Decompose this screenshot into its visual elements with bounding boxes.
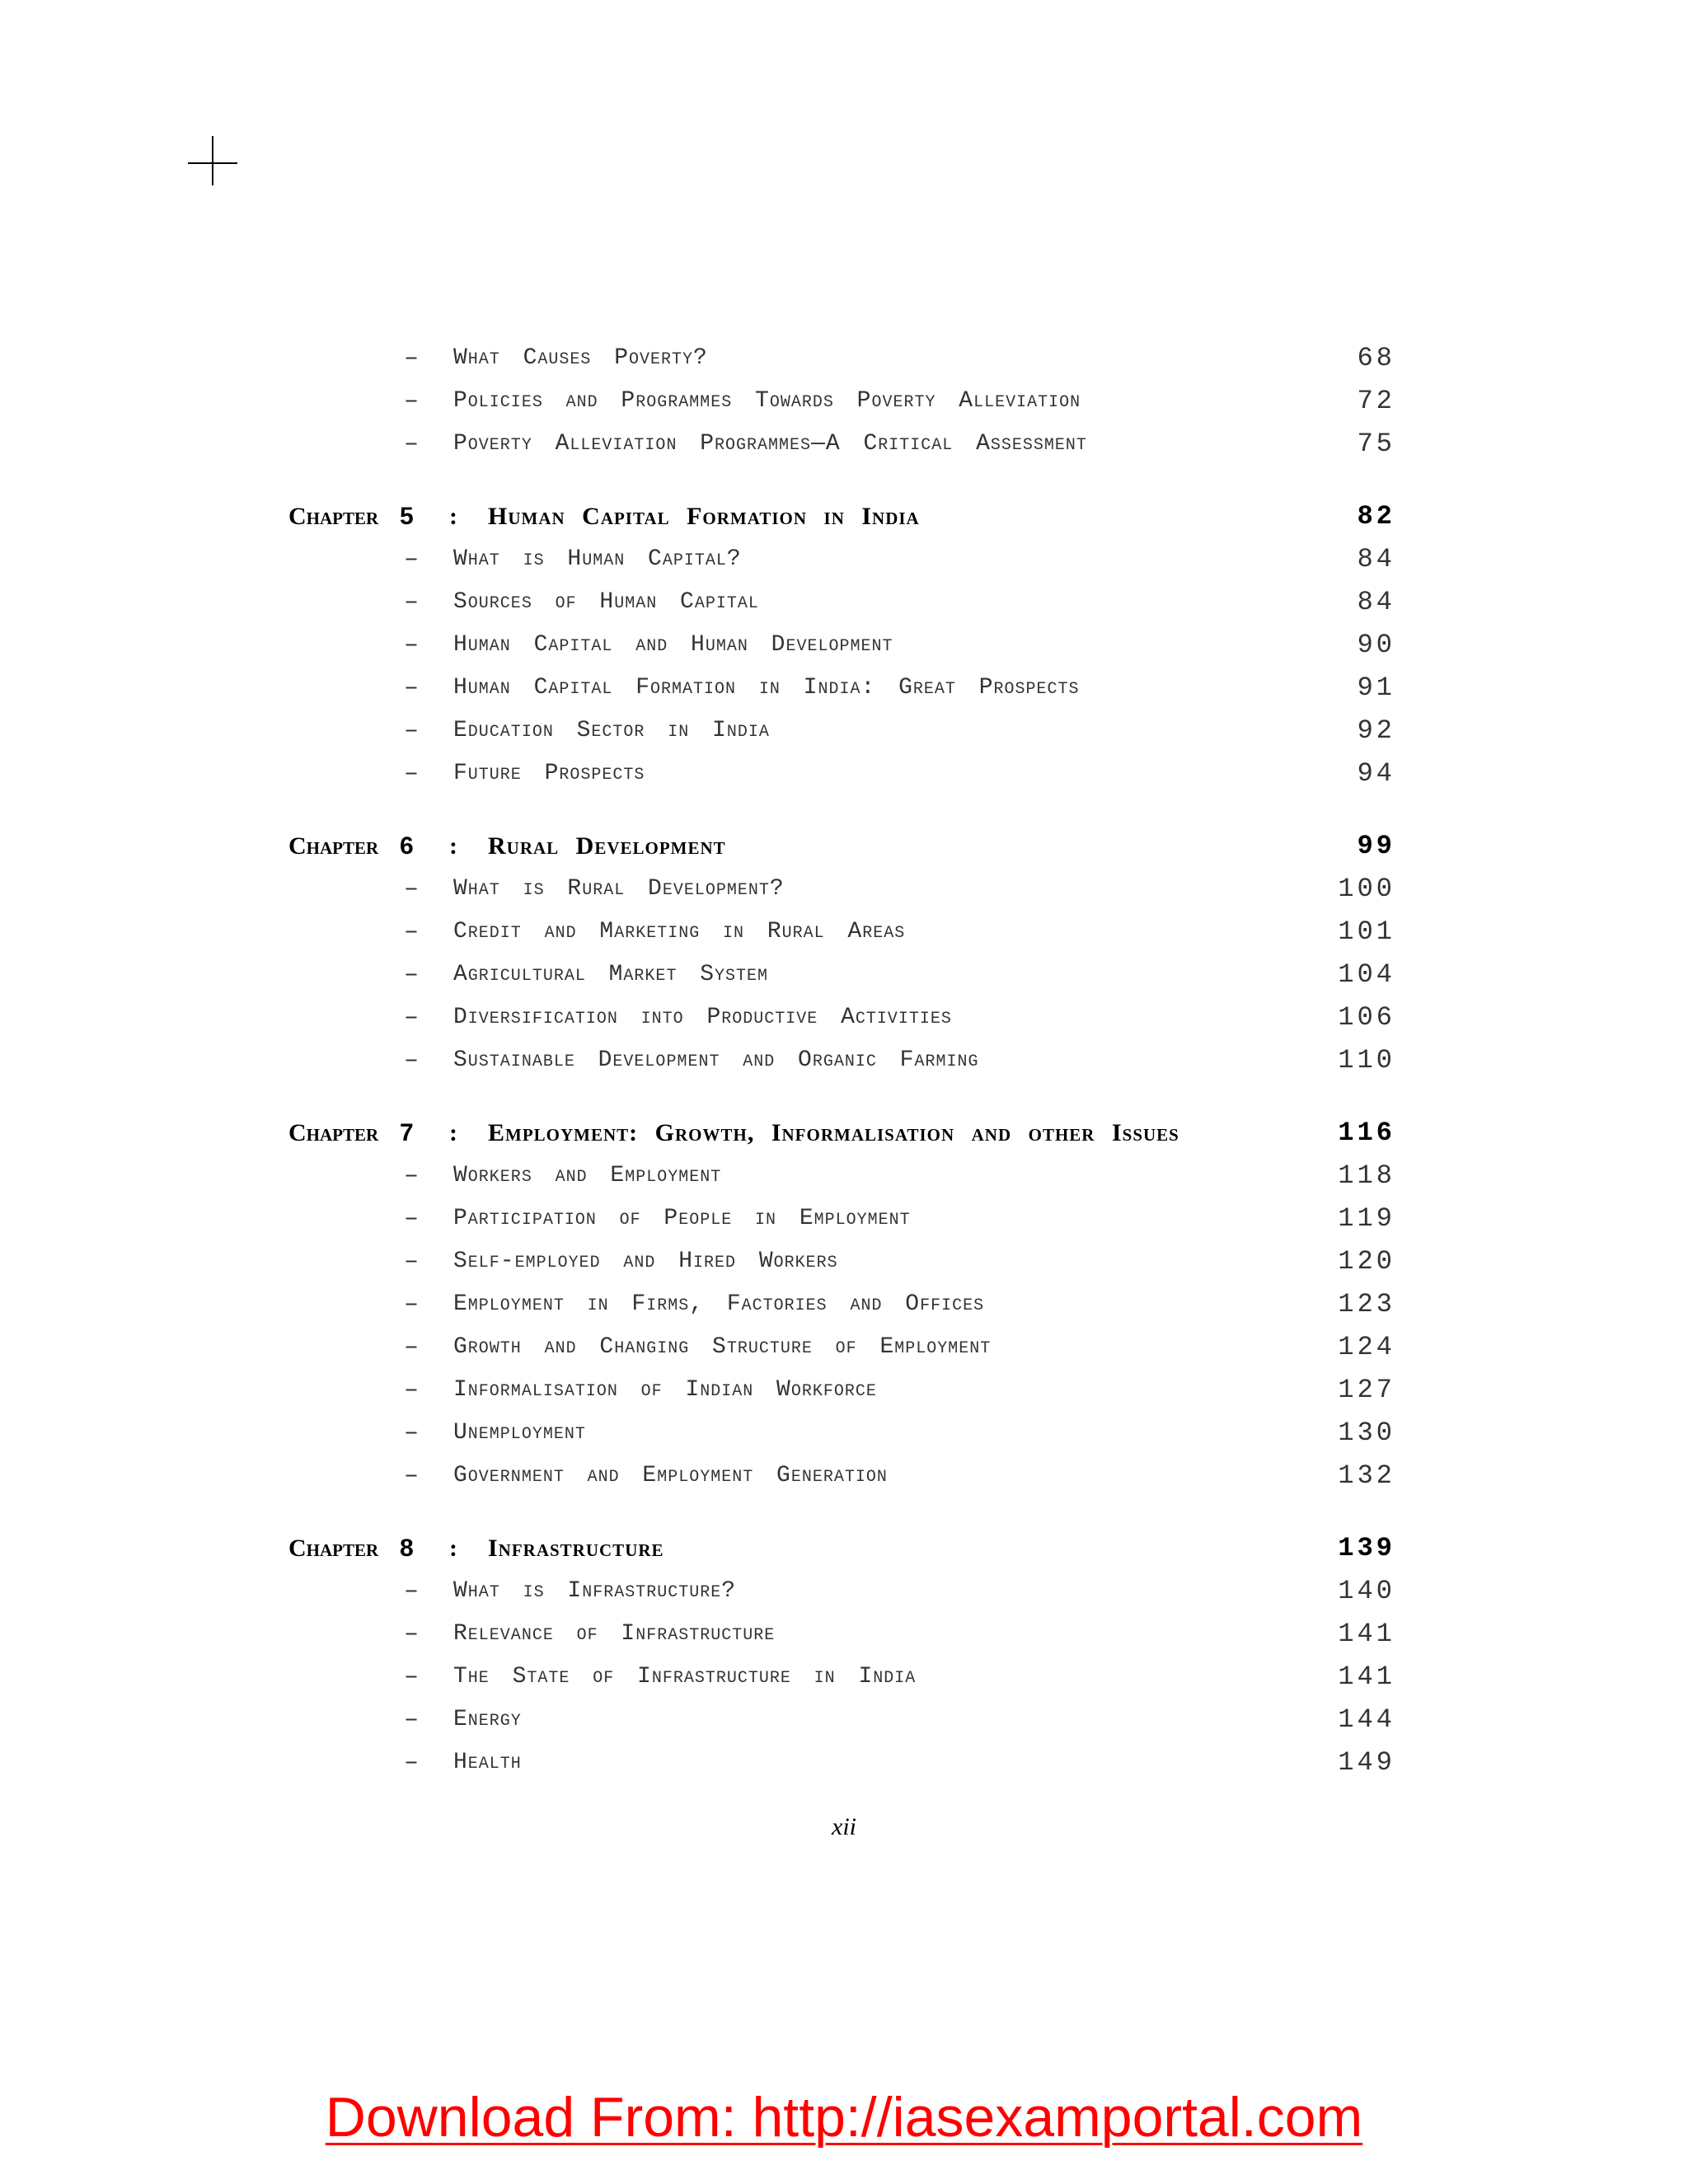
toc-page-number: 141 [1338, 1661, 1395, 1692]
toc-page-number: 106 [1338, 1002, 1395, 1033]
toc-page-number: 116 [1338, 1118, 1395, 1148]
item-dash: – [404, 918, 420, 946]
toc-item-row[interactable] [0, 958, 1688, 991]
toc-item-text: Poverty Alleviation Programmes—A Critical Assessment [453, 431, 1087, 457]
toc-item-text: Policies and Programmes Towards Poverty Alleviation [453, 388, 1081, 414]
chapter-title: Employment: Growth, Informalisation and other Issues [488, 1119, 1179, 1146]
toc-item-row[interactable] [0, 1288, 1688, 1321]
chapter-number: 8 [400, 1535, 414, 1562]
toc-page-number: 130 [1338, 1418, 1395, 1448]
toc-item-text: What Causes Poverty? [453, 345, 708, 371]
chapter-number: 7 [400, 1119, 414, 1146]
item-dash: – [404, 1047, 420, 1075]
toc-item-text: Government and Employment Generation [453, 1463, 888, 1488]
toc-item-text: Diversification into Productive Activities [453, 1005, 952, 1030]
toc-page-number: 120 [1338, 1246, 1395, 1277]
item-dash: – [404, 961, 420, 989]
toc-page-number: 127 [1338, 1375, 1395, 1405]
item-dash: – [404, 1620, 420, 1648]
toc-item-row[interactable] [0, 1160, 1688, 1193]
toc-item-row[interactable] [0, 385, 1688, 418]
toc-item-row[interactable] [0, 757, 1688, 790]
item-dash: – [404, 1333, 420, 1361]
toc-item-row[interactable] [0, 1245, 1688, 1278]
item-dash: – [404, 1004, 420, 1032]
toc-item-row[interactable] [0, 1746, 1688, 1779]
toc-page-number: 110 [1338, 1045, 1395, 1076]
item-dash: – [404, 1291, 420, 1319]
toc-chapter-row[interactable] [0, 830, 1688, 863]
item-dash: – [404, 1577, 420, 1605]
toc-page-number: 141 [1338, 1619, 1395, 1649]
toc-item-text: Education Sector in India [453, 718, 770, 743]
toc-item-row[interactable] [0, 1618, 1688, 1651]
toc-item-text: Workers and Employment [453, 1163, 722, 1188]
toc-page-number: 139 [1338, 1533, 1395, 1563]
item-dash: – [404, 1376, 420, 1404]
toc-chapter-row[interactable] [0, 500, 1688, 533]
toc-page-number: 68 [1357, 343, 1395, 373]
page-number: xii [832, 1813, 856, 1840]
toc-item-row[interactable] [0, 916, 1688, 949]
toc-page-number: 149 [1338, 1747, 1395, 1778]
toc-item-text: Energy [453, 1707, 522, 1732]
toc-page-number: 84 [1357, 587, 1395, 617]
toc-item-text: Growth and Changing Structure of Employment [453, 1334, 992, 1360]
item-dash: – [404, 588, 420, 616]
chapter-label: Chapter [288, 503, 379, 530]
crop-mark-vertical [212, 136, 213, 185]
crop-mark [188, 136, 237, 185]
toc-item-row[interactable] [0, 1460, 1688, 1493]
toc-page-number: 119 [1338, 1203, 1395, 1234]
toc-page-number: 91 [1357, 673, 1395, 703]
chapter-title: Rural Development [488, 832, 726, 860]
chapter-separator: : [449, 832, 457, 860]
item-dash: – [404, 674, 420, 702]
toc-item-row[interactable] [0, 672, 1688, 705]
toc-chapter-row[interactable] [0, 1117, 1688, 1150]
toc-item-text: Sources of Human Capital [453, 589, 759, 615]
toc-item-text: What is Human Capital? [453, 546, 742, 572]
toc-page-number: 123 [1338, 1289, 1395, 1319]
chapter-label: Chapter [288, 832, 379, 860]
toc-item-row[interactable] [0, 428, 1688, 461]
chapter-number: 6 [400, 832, 414, 860]
toc-page-number: 92 [1357, 715, 1395, 746]
toc-item-text: Future Prospects [453, 761, 645, 786]
toc-page-number: 75 [1357, 429, 1395, 459]
item-dash: – [404, 387, 420, 415]
toc-item-row[interactable] [0, 342, 1688, 375]
toc-page-number: 82 [1357, 501, 1395, 532]
item-dash: – [404, 1749, 420, 1777]
toc-item-text: What is Rural Development? [453, 876, 785, 902]
toc-item-text: What is Infrastructure? [453, 1578, 737, 1604]
toc-page-number: 72 [1357, 386, 1395, 416]
toc-page-number: 84 [1357, 544, 1395, 574]
toc-item-text: Employment in Firms, Factories and Offices [453, 1291, 985, 1317]
toc-page-number: 101 [1338, 916, 1395, 947]
item-dash: – [404, 760, 420, 788]
item-dash: – [404, 1462, 420, 1490]
toc-item-text: Sustainable Development and Organic Farming [453, 1047, 979, 1073]
toc-item-row[interactable] [0, 1001, 1688, 1034]
toc-item-text: Agricultural Market System [453, 962, 769, 987]
chapter-title: Infrastructure [488, 1535, 664, 1562]
toc-item-row[interactable] [0, 543, 1688, 576]
toc-page-number: 144 [1338, 1704, 1395, 1735]
item-dash: – [404, 1162, 420, 1190]
chapter-number: 5 [400, 503, 414, 530]
toc-item-row[interactable] [0, 1044, 1688, 1077]
toc-page-number: 99 [1357, 831, 1395, 861]
chapter-separator: : [449, 1119, 457, 1146]
toc-item-row[interactable] [0, 1704, 1688, 1736]
toc-item-text: Human Capital and Human Development [453, 632, 893, 658]
toc-item-text: Informalisation of Indian Workforce [453, 1377, 877, 1403]
item-dash: – [404, 631, 420, 659]
toc-page-number: 140 [1338, 1576, 1395, 1606]
toc-page-number: 124 [1338, 1332, 1395, 1362]
toc-item-row[interactable] [0, 1417, 1688, 1450]
item-dash: – [404, 430, 420, 458]
toc-page-number: 94 [1357, 758, 1395, 789]
item-dash: – [404, 344, 420, 373]
toc-page-number: 100 [1338, 874, 1395, 904]
toc-item-row[interactable] [0, 586, 1688, 619]
chapter-label: Chapter [288, 1535, 379, 1562]
toc-page-number: 104 [1338, 959, 1395, 990]
toc-item-row[interactable] [0, 629, 1688, 662]
item-dash: – [404, 717, 420, 745]
item-dash: – [404, 1248, 420, 1276]
toc-item-row[interactable] [0, 873, 1688, 906]
toc-item-text: Human Capital Formation in India: Great Prospects [453, 675, 1080, 701]
toc-item-text: Self-employed and Hired Workers [453, 1249, 838, 1274]
toc-item-text: Health [453, 1750, 522, 1775]
toc-item-row[interactable] [0, 1661, 1688, 1694]
toc-item-text: Credit and Marketing in Rural Areas [453, 919, 906, 944]
toc-item-row[interactable] [0, 715, 1688, 748]
item-dash: – [404, 1419, 420, 1447]
item-dash: – [404, 1205, 420, 1233]
toc-page-number: 90 [1357, 630, 1395, 660]
item-dash: – [404, 1706, 420, 1734]
toc-item-text: The State of Infrastructure in India [453, 1664, 917, 1690]
toc-item-row[interactable] [0, 1202, 1688, 1235]
toc-item-row[interactable] [0, 1374, 1688, 1407]
item-dash: – [404, 546, 420, 574]
toc-chapter-row[interactable] [0, 1532, 1688, 1565]
toc-page-number: 118 [1338, 1160, 1395, 1191]
chapter-separator: : [449, 503, 457, 530]
toc-item-row[interactable] [0, 1331, 1688, 1364]
toc-item-text: Relevance of Infrastructure [453, 1621, 776, 1647]
chapter-separator: : [449, 1535, 457, 1562]
chapter-title: Human Capital Formation in India [488, 503, 920, 530]
toc-item-row[interactable] [0, 1575, 1688, 1608]
toc-page-number: 132 [1338, 1460, 1395, 1491]
toc-item-text: Participation of People in Employment [453, 1206, 911, 1231]
item-dash: – [404, 1663, 420, 1691]
chapter-label: Chapter [288, 1119, 379, 1146]
download-link[interactable]: Download From: http://iasexamportal.com [325, 2086, 1363, 2149]
item-dash: – [404, 875, 420, 903]
toc-item-text: Unemployment [453, 1420, 586, 1446]
